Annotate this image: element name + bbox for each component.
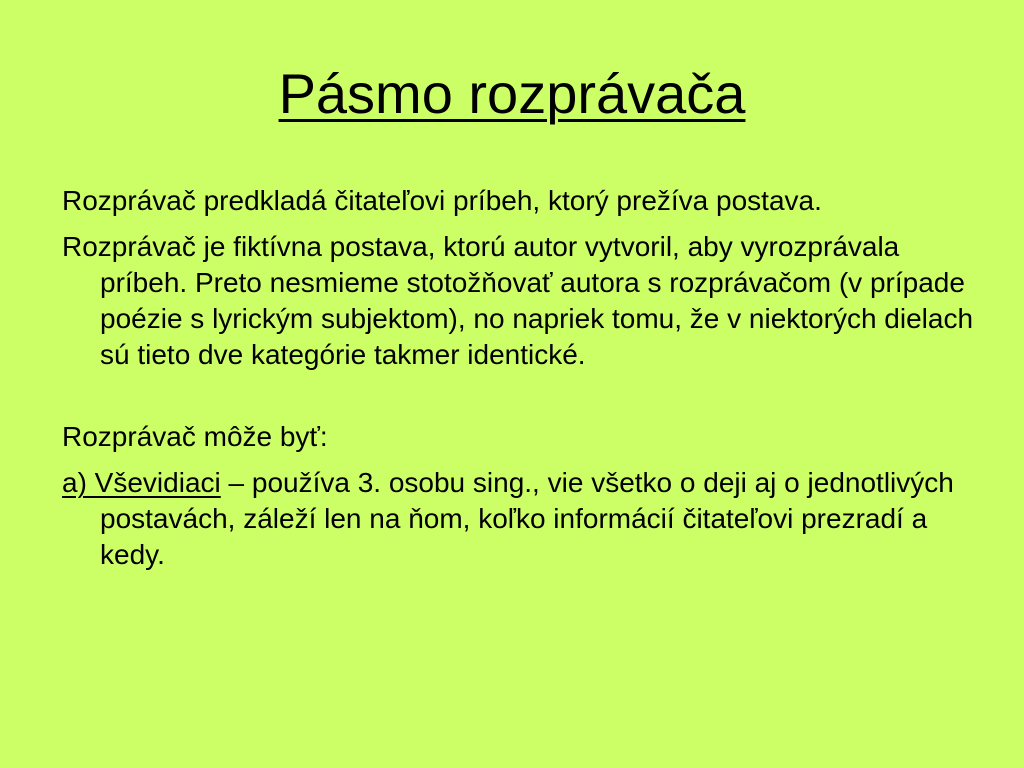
paragraph-omniscient-narrator [62,465,982,573]
slide-body [62,183,982,573]
omniscient-description: – používa 3. osobu sing., vie všetko o deji aj o jednotlivých postavách, záleží len na ňom, koľko informácií čitateľovi prezradí a kedy. [100,467,954,570]
omniscient-label: a) Vševidiaci [62,467,221,498]
slide-title [0,58,1024,130]
paragraph-narrator-definition: Rozprávač predkladá čitateľovi príbeh, ktorý prežíva postava. [62,185,822,216]
slide-title-text: Pásmo rozprávača [278,62,746,125]
paragraph-narrator-types-intro: Rozprávač môže byť: [62,421,328,452]
paragraph-narrator-fictional: Rozprávač je fiktívna postava, ktorú autor vytvoril, aby vyrozprávala príbeh. Preto nesmieme stotožňovať autora s rozprávačom (v prípade poézie s lyrickým subjektom), no napriek tomu, že v niektorých dielach sú tieto dve kategórie takmer identické. [62,231,974,370]
